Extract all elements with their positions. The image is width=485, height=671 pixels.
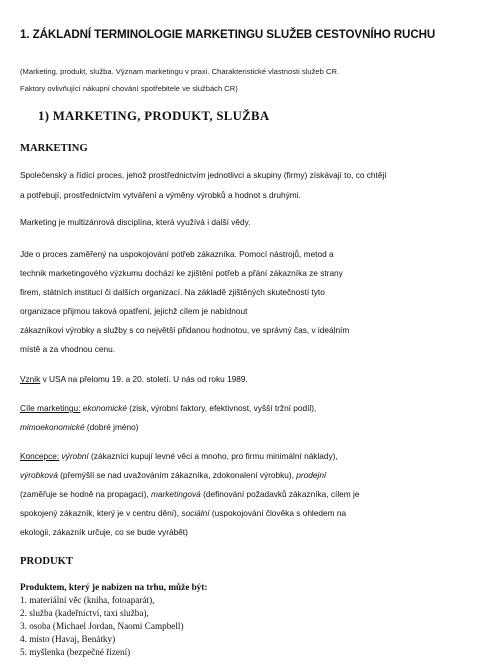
marketing-para3-line-1: Jde o proces zaměřený na uspokojování potřeb zákazníka. Pomocí nástrojů, metod a — [20, 249, 334, 259]
cile-ekonomicke-desc: (zisk, výrobní faktory, efektivnost, vyšší tržní podíl), — [127, 403, 317, 413]
document-title: 1. ZÁKLADNÍ TERMINOLOGIE MARKETINGU SLUŽEB CESTOVNÍHO RUCHU — [20, 28, 436, 41]
marketing-para3-line-6: místě a za vhodnou cenu. — [20, 344, 116, 354]
koncepce-vyrobkova-desc: (přemýšlí se nad uvažováním zákazníka, zdokonalení výrobku), — [57, 470, 294, 480]
koncepce-line-5 — [20, 527, 188, 537]
marketing-para1-line-2: a potřebují, prostřednictvím vytváření a výměny výrobků a hodnot s druhými. — [20, 190, 301, 200]
koncepce-socialni-desc-cont: ekologii, zákazník určuje, co se bude vyrábět) — [20, 527, 188, 537]
cile-mimoekonomicke: mimoekonomické — [20, 422, 85, 432]
produkt-item-2: 2. služba (kadeřnictví, taxi služba), — [20, 608, 149, 618]
marketing-para3-line-5: zákazníkovi výrobky a služby s co největší přidanou hodnotou, ve správný čas, v ideálním — [20, 325, 350, 335]
marketing-para3-line-3: firem, státních institucí či dalších organizací. Na základě zjištěných skutečností tyto — [20, 287, 325, 297]
section-heading: 1) MARKETING, PRODUKT, SLUŽBA — [38, 109, 270, 123]
cile-mimoekonomicke-desc: (dobré jméno) — [84, 422, 139, 432]
vznik-text: v USA na přelomu 19. a 20. století. U nás od roku 1989. — [40, 374, 248, 384]
subtitle-line-1: (Marketing, produkt, služba. Význam marketingu v praxi. Charakteristické vlastnosti služeb CR. — [20, 67, 340, 76]
koncepce-label: Koncepce: — [20, 451, 60, 461]
vznik-paragraph — [20, 374, 248, 384]
produkt-item-3: 3. osoba (Michael Jordan, Naomi Campbell) — [20, 621, 184, 631]
cile-line-2 — [20, 422, 139, 432]
koncepce-prodejni-desc: (zaměřuje se hodně na propagaci), — [20, 489, 149, 499]
koncepce-vyrobni: výrobní — [59, 451, 89, 461]
koncepce-line-2 — [20, 470, 326, 480]
koncepce-line-3 — [20, 489, 359, 499]
produkt-item-1: 1. materiální věc (kniha, fotoaparát), — [20, 595, 155, 605]
koncepce-line-1 — [20, 451, 338, 461]
koncepce-vyrobkova: výrobková — [20, 470, 58, 480]
vznik-label: Vznik — [20, 374, 41, 384]
koncepce-marketingova-desc: (definování požadavků zákazníka, cílem je — [200, 489, 360, 499]
koncepce-marketingova-desc-cont: spokojený zákazník, který je v centru dění), — [20, 508, 180, 518]
produkt-heading: PRODUKT — [20, 556, 73, 567]
marketing-para3-line-2: technik marketingového výzkumu dochází ke zjištění potřeb a přání zákazníka ze strany — [20, 268, 343, 278]
koncepce-socialni: sociální — [179, 508, 210, 518]
produkt-lead: Produktem, který je nabízen na trhu, může být: — [20, 582, 208, 592]
marketing-para1-line-1: Společenský a řídící proces, jehož prostřednictvím jednotlivci a skupiny (firmy) získávají to, co chtějí — [20, 170, 387, 180]
produkt-item-5: 5. myšlenka (bezpečné řízení) — [20, 647, 131, 657]
produkt-item-4: 4. místo (Havaj, Benátky) — [20, 634, 116, 644]
koncepce-prodejni: prodejní — [293, 470, 327, 480]
cile-line-1 — [20, 403, 316, 413]
koncepce-marketingova: marketingová — [148, 489, 201, 499]
koncepce-line-4 — [20, 508, 346, 518]
marketing-para2: Marketing je multizánrová disciplína, která využívá i další vědy. — [20, 217, 251, 227]
koncepce-vyrobni-desc: (zákazníci kupují levné věci a mnoho, pro firmu minimální náklady), — [88, 451, 338, 461]
koncepce-socialni-desc: (uspokojování člověka s ohledem na — [209, 508, 347, 518]
cile-ekonomicke: ekonomické — [80, 403, 127, 413]
cile-label: Cíle marketingu: — [20, 403, 81, 413]
marketing-para3-line-4: organizace přijmou taková opatření, jejichž cílem je nabídnout — [20, 306, 248, 316]
subtitle-line-2: Faktory ovlivňující nákupní chování spotřebitele ve službách CR) — [20, 84, 238, 93]
marketing-heading: MARKETING — [20, 143, 88, 154]
